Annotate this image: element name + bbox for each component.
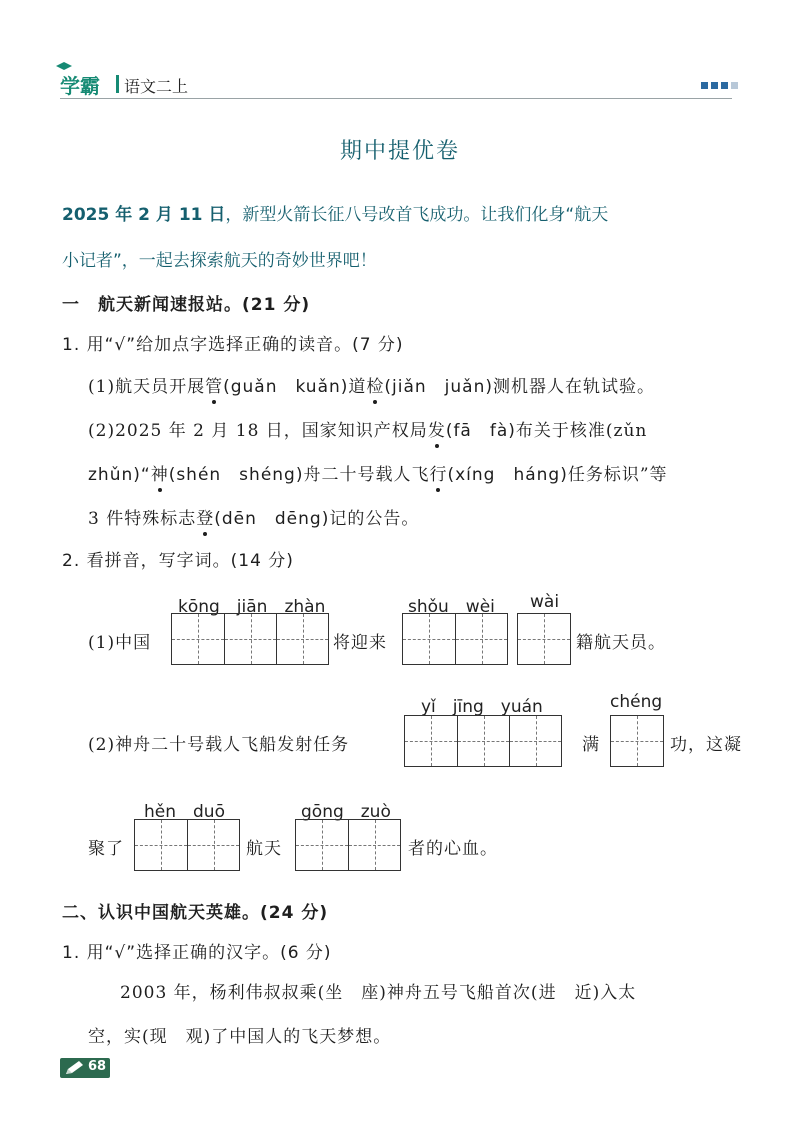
intro-date: 2025 年 2 月 11 日	[62, 205, 226, 225]
text-seg: 测机器人在轨试验。	[493, 377, 655, 397]
writing-grid-1[interactable]	[517, 613, 571, 665]
graduation-cap-icon	[56, 62, 72, 70]
intro-line-2: 小记者”，一起去探索航天的奇妙世界吧！	[62, 251, 377, 271]
q2-line-2-mid: 满	[582, 735, 600, 755]
writing-grid-3[interactable]	[404, 715, 562, 767]
pinyin-options[interactable]: (shén shéng)	[168, 465, 304, 485]
text-seg: 任务标识”等	[567, 465, 668, 485]
pinyin-options[interactable]: (jiǎn juǎn)	[384, 377, 493, 397]
header-separator	[116, 75, 119, 93]
pinyin-options[interactable]: (xíng háng)	[447, 465, 568, 485]
pinyin-label: wài	[530, 592, 560, 612]
subject-label: 语文二上	[124, 77, 189, 96]
q2-line-3-end: 者的心血。	[408, 839, 498, 859]
pinyin-label: hěn duō	[144, 802, 225, 822]
text-seg: 舟二十号载人飞	[303, 465, 430, 485]
q2-line-3-mid: 航天	[246, 839, 282, 859]
writing-grid-1[interactable]	[610, 715, 664, 767]
page-title: 期中提优卷	[339, 139, 460, 164]
intro-line-1	[62, 200, 608, 225]
text-seg: 道	[348, 377, 367, 397]
brand-logo	[60, 70, 100, 99]
text-seg: 3 件特殊标志	[88, 509, 197, 529]
section-2-heading: 二、认识中国航天英雄。(24 分)	[62, 903, 329, 923]
dotted-char: 行	[429, 465, 448, 485]
writing-grid-2[interactable]	[134, 819, 240, 871]
q2-line-3-label: 聚了	[88, 839, 124, 859]
text-seg: (1)航天员开展	[88, 377, 206, 397]
writing-grid-3[interactable]	[171, 613, 329, 665]
intro-line-1-rest: ，新型火箭长征八号改首飞成功。让我们化身“航天	[225, 205, 609, 225]
question-1-1-item-2-line-2	[88, 460, 668, 485]
q2-line-2-label: (2)神舟二十号载人飞船发射任务	[88, 735, 350, 755]
text-seg: 记的公告。	[329, 509, 420, 529]
writing-grid-2[interactable]	[402, 613, 508, 665]
question-1-1-prompt: 1. 用“√”给加点字选择正确的读音。(7 分)	[62, 335, 404, 355]
page-header	[60, 68, 740, 100]
dotted-char: 检	[366, 377, 385, 397]
dotted-char: 管	[205, 377, 224, 397]
question-1-1-item-1	[88, 372, 655, 397]
pinyin-label: kōng jiān zhàn	[178, 597, 326, 617]
logo-text: 学霸	[60, 74, 100, 98]
header-squares-icon	[701, 82, 738, 89]
header-rule	[60, 98, 732, 99]
q2-line-1-mid: 将迎来	[333, 633, 387, 653]
page-number-badge	[60, 1058, 110, 1078]
question-1-2-prompt: 2. 看拼音，写字词。(14 分)	[62, 551, 294, 571]
dotted-char: 神	[150, 465, 169, 485]
writing-grid-2[interactable]	[295, 819, 401, 871]
text-seg: (2)2025 年 2 月 18 日，国家知识产权局	[88, 421, 428, 441]
dotted-char: 登	[196, 509, 215, 529]
pinyin-label: chéng	[610, 692, 663, 712]
question-2-1-line-2: 空，实(现 观)了中国人的飞天梦想。	[88, 1027, 392, 1047]
pinyin-label: yǐ jīng yuán	[421, 697, 543, 717]
question-1-1-item-2-line-3	[88, 504, 419, 529]
pencil-icon	[64, 1060, 86, 1076]
q2-line-1-end: 籍航天员。	[576, 633, 666, 653]
question-2-1-line-1: 2003 年，杨利伟叔叔乘(坐 座)神舟五号飞船首次(进 近)入太	[120, 983, 637, 1003]
pinyin-options[interactable]: (guǎn kuǎn)	[223, 377, 349, 397]
section-1-heading: 一 航天新闻速报站。(21 分)	[62, 295, 311, 315]
q2-line-2-end: 功，这凝	[670, 735, 742, 755]
pinyin-label: gōng zuò	[301, 802, 391, 822]
q2-line-1-label: (1)中国	[88, 633, 152, 653]
dotted-char: 发	[427, 421, 446, 441]
pinyin-options[interactable]: (fā fà)	[445, 421, 516, 441]
text-seg: zhǔn)“	[88, 465, 151, 485]
question-2-1-prompt: 1. 用“√”选择正确的汉字。(6 分)	[62, 943, 332, 963]
pinyin-label: shǒu wèi	[408, 597, 495, 617]
question-1-1-item-2-line-1	[88, 416, 647, 441]
page-number: 68	[88, 1059, 107, 1074]
text-seg: 布关于核准(zǔn	[515, 421, 648, 441]
pinyin-options[interactable]: (dēn dēng)	[214, 509, 330, 529]
